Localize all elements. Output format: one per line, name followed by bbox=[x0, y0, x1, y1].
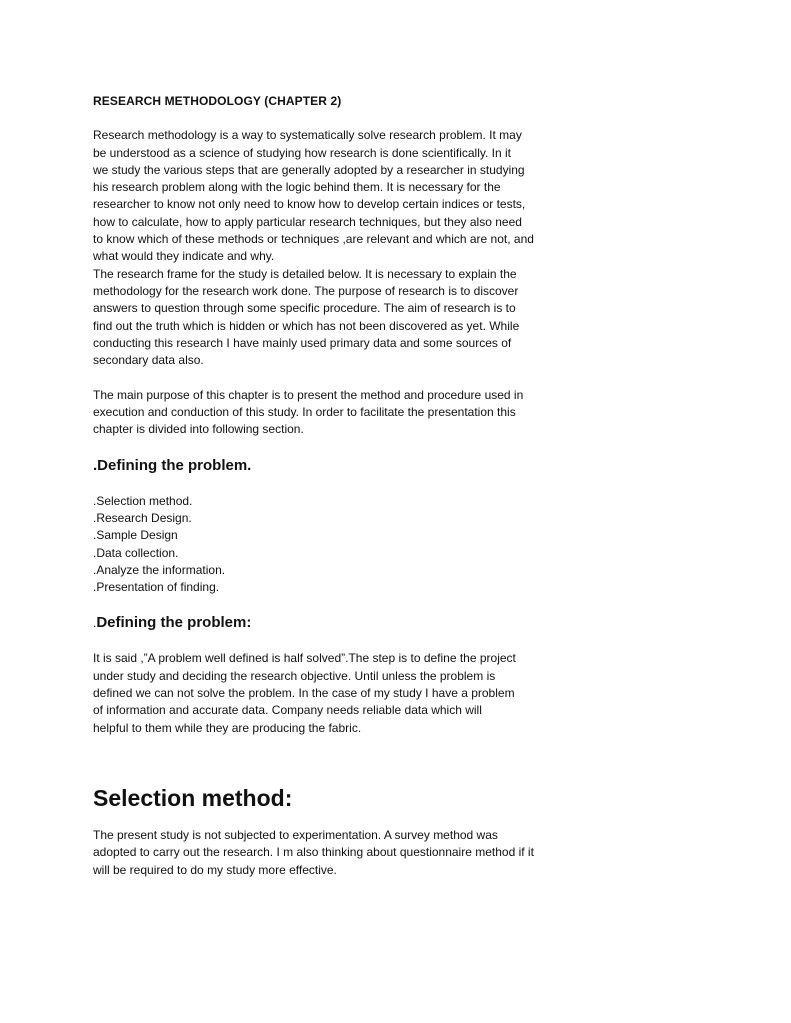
purpose-paragraph bbox=[93, 387, 593, 439]
intro-paragraph bbox=[93, 127, 593, 369]
intro-line: methodology for the research work done. The purpose of research is to discover bbox=[93, 283, 519, 298]
heading-dot: . bbox=[93, 616, 97, 631]
selection-line: The present study is not subjected to experimentation. A survey method was bbox=[93, 827, 498, 842]
defining-problem-heading bbox=[93, 613, 593, 633]
defining-line: of information and accurate data. Company needs reliable data which will bbox=[93, 703, 482, 718]
intro-line: answers to question through some specific procedure. The aim of research is to bbox=[93, 301, 516, 316]
intro-line: what would they indicate and why. bbox=[93, 249, 275, 264]
purpose-line: chapter is divided into following section. bbox=[93, 422, 304, 437]
defining-line: helpful to them while they are producing the fabric. bbox=[93, 720, 362, 735]
intro-line: how to calculate, how to apply particular research techniques, but they also need bbox=[93, 214, 522, 229]
intro-line: find out the truth which is hidden or which has not been discovered as yet. While bbox=[93, 318, 520, 333]
selection-method-paragraph bbox=[93, 827, 593, 879]
intro-line: researcher to know not only need to know how to develop certain indices or tests, bbox=[93, 197, 526, 212]
list-item: .Research Design. bbox=[93, 510, 192, 525]
intro-line: be understood as a science of studying how research is done scientifically. In it bbox=[93, 145, 512, 160]
defining-line: under study and deciding the research objective. Until unless the problem is bbox=[93, 668, 496, 683]
defining-line: defined we can not solve the problem. In the case of my study I have a problem bbox=[93, 686, 515, 701]
intro-line: secondary data also. bbox=[93, 353, 204, 368]
section-heading-defining-problem: .Defining the problem. bbox=[93, 456, 252, 474]
intro-line: his research problem along with the logic behind them. It is necessary for the bbox=[93, 180, 501, 195]
selection-line: adopted to carry out the research. I m also thinking about questionnaire method if it bbox=[93, 845, 534, 860]
intro-line: to know which of these methods or techniques ,are relevant and which are not, and bbox=[93, 232, 534, 247]
list-item: .Presentation of finding. bbox=[93, 580, 220, 595]
intro-line: The research frame for the study is detailed below. It is necessary to explain the bbox=[93, 266, 517, 281]
list-item: .Selection method. bbox=[93, 493, 193, 508]
purpose-line: execution and conduction of this study. In order to facilitate the presentation this bbox=[93, 405, 516, 420]
document-title: RESEARCH METHODOLOGY (CHAPTER 2) bbox=[93, 94, 342, 108]
defining-line: It is said ,”A problem well defined is half solved”.The step is to define the project bbox=[93, 651, 516, 666]
defining-problem-paragraph bbox=[93, 650, 593, 736]
intro-line: we study the various steps that are generally adopted by a researcher in studying bbox=[93, 162, 525, 177]
intro-line: Research methodology is a way to systematically solve research problem. It may bbox=[93, 128, 522, 143]
list-item: .Analyze the information. bbox=[93, 562, 226, 577]
section-list bbox=[93, 493, 593, 597]
intro-line: conducting this research I have mainly used primary data and some sources of bbox=[93, 335, 512, 350]
list-item: .Sample Design bbox=[93, 528, 178, 543]
list-item: .Data collection. bbox=[93, 545, 179, 560]
heading-text: Defining the problem: bbox=[96, 614, 252, 632]
selection-method-heading: Selection method: bbox=[93, 784, 293, 811]
purpose-line: The main purpose of this chapter is to present the method and procedure used in bbox=[93, 387, 524, 402]
document-page bbox=[93, 93, 593, 879]
selection-line: will be required to do my study more effective. bbox=[93, 862, 337, 877]
